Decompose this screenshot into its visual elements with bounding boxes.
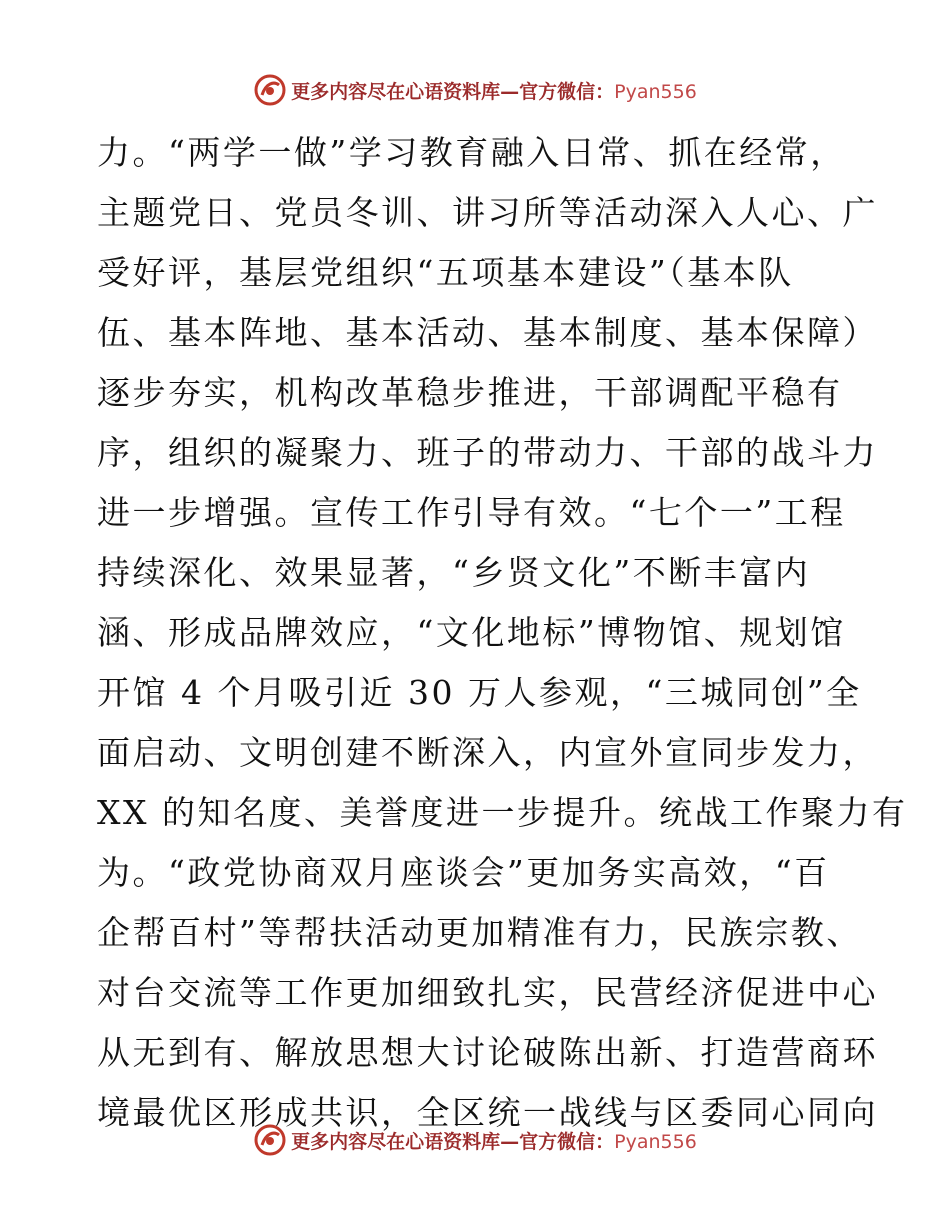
body-line: XX 的知名度、美誉度进一步提升。统战工作聚力有 [97,793,908,832]
body-line: 企帮百村”等帮扶活动更加精准有力，民族宗教、 [97,913,862,952]
body-line: 对台交流等工作更加细致扎实，民营经济促进中心 [97,973,878,1012]
body-line: 为。“政党协商双月座谈会”更加务实高效，“百 [97,853,830,892]
header-watermark-handle: Pyan556 [614,80,697,103]
body-line: 伍、基本阵地、基本活动、基本制度、基本保障） [97,313,878,352]
header-watermark-text [291,77,697,104]
header-watermark-label: 更多内容尽在心语资料库—官方微信： [291,80,615,103]
body-line: 主题党日、党员冬训、讲习所等活动深入人心、广 [97,193,878,232]
brand-logo-icon [253,73,287,107]
document-body [97,123,908,1143]
body-line: 持续深化、效果显著，“乡贤文化”不断丰富内 [97,553,811,592]
body-line: 面启动、文明创建不断深入，内宣外宣同步发力， [97,733,878,772]
footer-watermark-label: 更多内容尽在心语资料库—官方微信： [291,1130,615,1153]
body-line: 序，组织的凝聚力、班子的带动力、干部的战斗力 [97,433,878,472]
body-line: 从无到有、解放思想大讨论破陈出新、打造营商环 [97,1033,878,1072]
body-line: 进一步增强。宣传工作引导有效。“七个一”工程 [97,493,846,532]
footer-watermark-banner [0,1120,950,1160]
body-line: 涵、形成品牌效应，“文化地标”博物馆、规划馆 [97,613,846,652]
brand-logo-icon [253,1123,287,1157]
body-line: 受好评，基层党组织“五项基本建设”（基本队 [97,253,794,292]
body-line: 境最优区形成共识，全区统一战线与区委同心同向 [97,1093,878,1132]
footer-watermark-text [291,1127,697,1154]
header-watermark-banner [0,70,950,110]
body-line: 开馆 4 个月吸引近 30 万人参观，“三城同创”全 [97,673,862,712]
body-line: 逐步夯实，机构改革稳步推进，干部调配平稳有 [97,373,843,412]
body-line: 力。“两学一做”学习教育融入日常、抓在经常， [97,133,846,172]
footer-watermark-handle: Pyan556 [614,1130,697,1153]
